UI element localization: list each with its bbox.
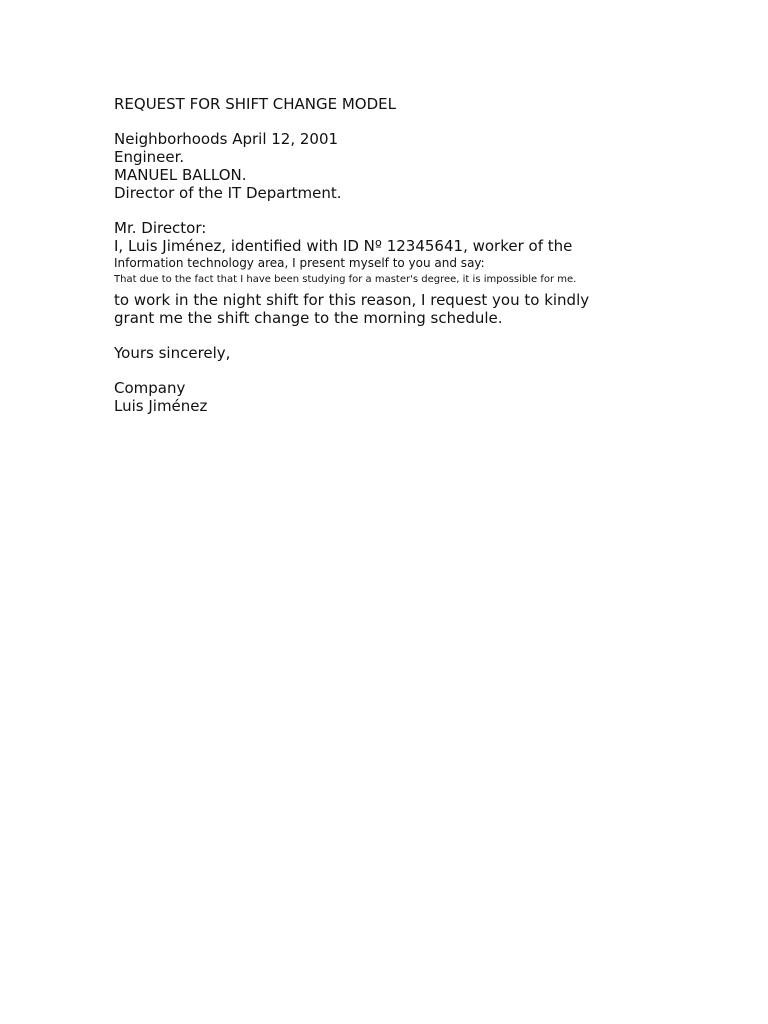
body-line-4: to work in the night shift for this reason, I request you to kindly: [114, 291, 590, 309]
recipient-title: Engineer.: [114, 148, 185, 166]
body-line-1: I, Luis Jiménez, identified with ID Nº 12345641, worker of the: [114, 237, 573, 255]
signature-name: Luis Jiménez: [114, 397, 208, 415]
body-line-2: Information technology area, I present myself to you and say:: [114, 256, 485, 270]
spacer: [114, 202, 734, 219]
body-line-3: That due to the fact that I have been studying for a master's degree, it is impossible for me.: [114, 274, 577, 285]
place-date: Neighborhoods April 12, 2001: [114, 130, 339, 148]
body-line-5: grant me the shift change to the morning schedule.: [114, 309, 503, 327]
spacer: [114, 327, 734, 344]
salutation: Mr. Director:: [114, 219, 207, 237]
recipient-position: Director of the IT Department.: [114, 184, 342, 202]
letter-content: [114, 95, 734, 415]
spacer: [114, 113, 734, 130]
document-title: REQUEST FOR SHIFT CHANGE MODEL: [114, 95, 396, 113]
closing: Yours sincerely,: [114, 344, 231, 362]
recipient-name: MANUEL BALLON.: [114, 166, 247, 184]
signature-label: Company: [114, 379, 186, 397]
spacer: [114, 362, 734, 379]
